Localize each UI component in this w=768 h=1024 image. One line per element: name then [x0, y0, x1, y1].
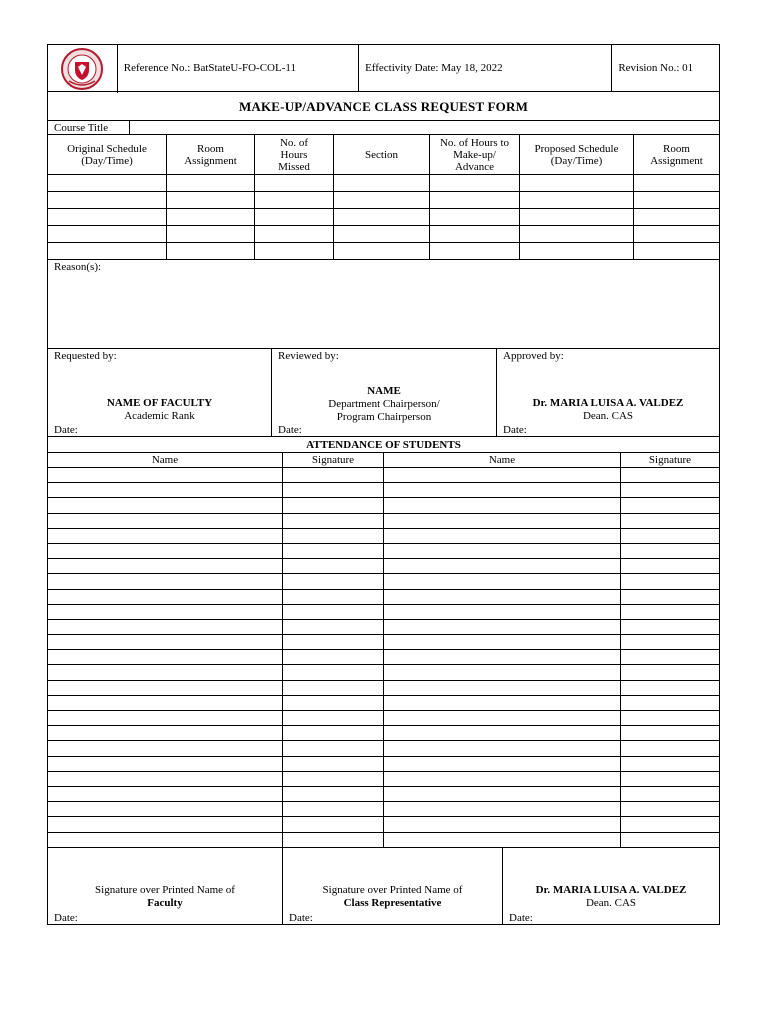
attendance-row: [47, 635, 720, 650]
schedule-cell[interactable]: [334, 175, 430, 191]
student-signature-cell[interactable]: [283, 620, 384, 634]
student-signature-cell[interactable]: [283, 605, 384, 619]
requested-by-block: [48, 349, 272, 436]
student-signature-cell[interactable]: [283, 514, 384, 528]
faculty-signature-block: [48, 848, 283, 924]
schedule-cell[interactable]: [48, 226, 167, 242]
attendance-row: [47, 544, 720, 559]
schedule-cell[interactable]: [430, 209, 520, 225]
form-header: [47, 44, 720, 92]
student-signature-cell[interactable]: [621, 498, 719, 512]
schedule-cell[interactable]: [167, 175, 255, 191]
student-signature-cell[interactable]: [621, 817, 719, 831]
requested-by-label: Requested by:: [54, 350, 117, 362]
student-signature-cell[interactable]: [283, 559, 384, 573]
student-signature-cell[interactable]: [283, 529, 384, 543]
student-name-cell[interactable]: [384, 711, 621, 725]
student-signature-cell[interactable]: [283, 498, 384, 512]
student-signature-cell[interactable]: [621, 802, 719, 816]
student-signature-cell[interactable]: [283, 787, 384, 801]
schedule-cell[interactable]: [334, 209, 430, 225]
student-name-cell[interactable]: [384, 529, 621, 543]
course-title-row: [47, 121, 720, 135]
approver-title: Dean. CAS: [582, 410, 634, 422]
schedule-cell[interactable]: [255, 192, 334, 208]
reviewed-by-label: Reviewed by:: [278, 350, 339, 362]
student-name-cell[interactable]: [384, 833, 621, 847]
schedule-row: [47, 175, 720, 192]
student-signature-cell[interactable]: [283, 757, 384, 771]
attendance-row: [47, 833, 720, 848]
name-header-right: Name: [384, 453, 621, 467]
approved-date: Date:: [503, 424, 527, 436]
room-assignment-2-header: Room Assignment: [650, 142, 703, 167]
request-form: [47, 44, 720, 925]
signature-header-right: Signature: [648, 454, 692, 466]
schedule-cell[interactable]: [520, 226, 634, 242]
student-name-cell[interactable]: [48, 817, 283, 831]
schedule-cell[interactable]: [334, 192, 430, 208]
student-name-cell[interactable]: [384, 468, 621, 482]
hours-makeup-header: No. of Hours to Make-up/ Advance: [430, 135, 520, 174]
approved-by-block: [497, 349, 719, 436]
student-name-cell[interactable]: [384, 514, 621, 528]
schedule-row: [47, 192, 720, 209]
attendance-row: [47, 817, 720, 832]
proposed-schedule-header: Proposed Schedule (Day/Time): [520, 135, 634, 174]
footer-signature-row: [47, 848, 720, 925]
reviewer-title-2: Program Chairperson: [336, 411, 432, 423]
student-signature-cell[interactable]: [621, 711, 719, 725]
attendance-row: [47, 574, 720, 589]
schedule-cell[interactable]: [167, 243, 255, 259]
student-name-cell[interactable]: [48, 635, 283, 649]
schedule-cell[interactable]: [634, 175, 719, 191]
rep-sig-line2: Class Representative: [343, 896, 442, 909]
student-signature-cell[interactable]: [283, 635, 384, 649]
student-signature-cell[interactable]: [621, 559, 719, 573]
student-name-cell[interactable]: [48, 726, 283, 740]
student-signature-cell[interactable]: [283, 681, 384, 695]
student-signature-cell[interactable]: [621, 605, 719, 619]
student-signature-cell[interactable]: [621, 772, 719, 786]
student-name-cell[interactable]: [384, 726, 621, 740]
student-name-cell[interactable]: [384, 757, 621, 771]
attendance-row: [47, 665, 720, 680]
student-signature-cell[interactable]: [283, 833, 384, 847]
attendance-row: [47, 802, 720, 817]
schedule-cell[interactable]: [167, 226, 255, 242]
effectivity-date: Effectivity Date: May 18, 2022: [359, 45, 612, 91]
schedule-cell[interactable]: [48, 243, 167, 259]
attendance-row: [47, 514, 720, 529]
hours-missed-header: No. of Hours Missed: [255, 135, 334, 174]
student-signature-cell[interactable]: [283, 650, 384, 664]
dean-title: Dean. CAS: [585, 896, 637, 909]
student-name-cell[interactable]: [48, 833, 283, 847]
schedule-cell[interactable]: [48, 209, 167, 225]
attendance-row: [47, 529, 720, 544]
student-name-cell[interactable]: [384, 665, 621, 679]
student-signature-cell[interactable]: [283, 590, 384, 604]
student-name-cell[interactable]: [48, 483, 283, 497]
faculty-name: NAME OF FACULTY: [106, 397, 213, 409]
student-signature-cell[interactable]: [621, 696, 719, 710]
student-name-cell[interactable]: [48, 650, 283, 664]
attendance-row: [47, 468, 720, 483]
schedule-cell[interactable]: [520, 175, 634, 191]
student-signature-cell[interactable]: [283, 665, 384, 679]
academic-rank: Academic Rank: [124, 410, 195, 422]
representative-signature-block: [283, 848, 503, 924]
student-signature-cell[interactable]: [283, 696, 384, 710]
schedule-row: [47, 209, 720, 226]
original-schedule-header: Original Schedule (Day/Time): [48, 135, 167, 174]
schedule-header-row: [47, 135, 720, 175]
student-signature-cell[interactable]: [621, 468, 719, 482]
reasons-box[interactable]: [47, 260, 720, 349]
student-name-cell[interactable]: [384, 483, 621, 497]
student-name-cell[interactable]: [48, 802, 283, 816]
attendance-row: [47, 559, 720, 574]
attendance-row: [47, 605, 720, 620]
student-signature-cell[interactable]: [283, 726, 384, 740]
student-name-cell[interactable]: [384, 605, 621, 619]
schedule-cell[interactable]: [167, 209, 255, 225]
room-assignment-header: Room Assignment: [167, 135, 255, 174]
reviewer-title-1: Department Chairperson/: [328, 398, 440, 410]
schedule-cell[interactable]: [255, 226, 334, 242]
course-title-field[interactable]: [130, 121, 719, 134]
student-name-cell[interactable]: [384, 650, 621, 664]
student-name-cell[interactable]: [384, 590, 621, 604]
student-name-cell[interactable]: [48, 529, 283, 543]
student-signature-cell[interactable]: [621, 635, 719, 649]
student-signature-cell[interactable]: [621, 650, 719, 664]
requested-date: Date:: [54, 424, 78, 436]
schedule-cell[interactable]: [167, 192, 255, 208]
reviewed-by-block: [272, 349, 497, 436]
student-name-cell[interactable]: [384, 772, 621, 786]
attendance-row: [47, 772, 720, 787]
student-name-cell[interactable]: [48, 498, 283, 512]
student-name-cell[interactable]: [384, 802, 621, 816]
schedule-cell[interactable]: [48, 175, 167, 191]
reference-number: Reference No.: BatStateU-FO-COL-11: [118, 45, 359, 91]
form-title: MAKE-UP/ADVANCE CLASS REQUEST FORM: [238, 98, 529, 114]
attendance-row: [47, 696, 720, 711]
student-name-cell[interactable]: [48, 696, 283, 710]
schedule-cell[interactable]: [430, 192, 520, 208]
attendance-row: [47, 681, 720, 696]
student-name-cell[interactable]: [48, 468, 283, 482]
attendance-row: [47, 741, 720, 756]
student-name-cell[interactable]: [384, 574, 621, 588]
attendance-row: [47, 757, 720, 772]
student-name-cell[interactable]: [48, 711, 283, 725]
student-signature-cell[interactable]: [621, 514, 719, 528]
attendance-row: [47, 483, 720, 498]
student-name-cell[interactable]: [384, 817, 621, 831]
student-name-cell[interactable]: [48, 544, 283, 558]
student-name-cell[interactable]: [384, 544, 621, 558]
student-signature-cell[interactable]: [621, 833, 719, 847]
course-title-label: Course Title: [48, 121, 130, 134]
dean-name: Dr. MARIA LUISA A. VALDEZ: [535, 883, 687, 896]
schedule-row: [47, 243, 720, 260]
student-name-cell[interactable]: [48, 665, 283, 679]
schedule-cell[interactable]: [255, 209, 334, 225]
attendance-row: [47, 620, 720, 635]
rep-sig-line1: Signature over Printed Name of: [322, 883, 463, 896]
schedule-cell[interactable]: [520, 209, 634, 225]
schedule-cell[interactable]: [520, 243, 634, 259]
dean-sig-date: Date:: [509, 911, 533, 924]
student-name-cell[interactable]: [384, 498, 621, 512]
university-seal-logo: [48, 45, 118, 93]
attendance-title-row: [47, 437, 720, 453]
student-signature-cell[interactable]: [621, 665, 719, 679]
approved-by-label: Approved by:: [503, 350, 564, 362]
reviewer-name: NAME: [367, 385, 401, 397]
student-signature-cell[interactable]: [621, 620, 719, 634]
faculty-sig-line2: Faculty: [147, 896, 183, 909]
rep-sig-date: Date:: [289, 911, 313, 924]
student-name-cell[interactable]: [48, 605, 283, 619]
section-header: Section: [334, 135, 430, 174]
student-name-cell[interactable]: [48, 757, 283, 771]
revision-number: Revision No.: 01: [618, 62, 694, 74]
faculty-sig-date: Date:: [54, 911, 78, 924]
schedule-cell[interactable]: [48, 192, 167, 208]
signatories-row: [47, 349, 720, 437]
attendance-row: [47, 498, 720, 513]
student-name-cell[interactable]: [48, 681, 283, 695]
schedule-cell[interactable]: [430, 226, 520, 242]
attendance-title: ATTENDANCE OF STUDENTS: [306, 438, 461, 451]
schedule-cell[interactable]: [255, 243, 334, 259]
schedule-cell[interactable]: [334, 226, 430, 242]
student-name-cell[interactable]: [384, 681, 621, 695]
student-name-cell[interactable]: [48, 574, 283, 588]
student-signature-cell[interactable]: [621, 726, 719, 740]
approver-name: Dr. MARIA LUISA A. VALDEZ: [532, 397, 684, 409]
student-signature-cell[interactable]: [621, 757, 719, 771]
name-header-left: Name: [48, 453, 283, 467]
student-signature-cell[interactable]: [283, 802, 384, 816]
student-name-cell[interactable]: [48, 514, 283, 528]
schedule-cell[interactable]: [334, 243, 430, 259]
attendance-header-row: [47, 453, 720, 468]
attendance-row: [47, 726, 720, 741]
student-signature-cell[interactable]: [621, 483, 719, 497]
schedule-cell[interactable]: [430, 243, 520, 259]
student-signature-cell[interactable]: [621, 529, 719, 543]
student-name-cell[interactable]: [48, 620, 283, 634]
student-name-cell[interactable]: [384, 620, 621, 634]
student-name-cell[interactable]: [48, 787, 283, 801]
student-signature-cell[interactable]: [283, 711, 384, 725]
schedule-cell[interactable]: [255, 175, 334, 191]
schedule-cell[interactable]: [430, 175, 520, 191]
attendance-row: [47, 711, 720, 726]
schedule-cell[interactable]: [634, 226, 719, 242]
schedule-cell[interactable]: [634, 209, 719, 225]
student-name-cell[interactable]: [48, 590, 283, 604]
attendance-row: [47, 590, 720, 605]
schedule-row: [47, 226, 720, 243]
schedule-cell[interactable]: [520, 192, 634, 208]
student-signature-cell[interactable]: [621, 590, 719, 604]
student-name-cell[interactable]: [384, 559, 621, 573]
schedule-cell[interactable]: [634, 192, 719, 208]
student-signature-cell[interactable]: [621, 681, 719, 695]
student-signature-cell[interactable]: [283, 468, 384, 482]
schedule-cell[interactable]: [634, 243, 719, 259]
dean-signature-block: [503, 848, 719, 924]
student-signature-cell[interactable]: [283, 544, 384, 558]
attendance-row: [47, 787, 720, 802]
student-name-cell[interactable]: [384, 787, 621, 801]
student-signature-cell[interactable]: [621, 544, 719, 558]
student-signature-cell[interactable]: [283, 817, 384, 831]
signature-header-left: Signature: [283, 453, 384, 467]
student-name-cell[interactable]: [384, 696, 621, 710]
student-name-cell[interactable]: [384, 635, 621, 649]
student-name-cell[interactable]: [48, 741, 283, 755]
form-title-row: [47, 92, 720, 121]
student-name-cell[interactable]: [48, 559, 283, 573]
reasons-label: Reason(s):: [54, 261, 102, 273]
faculty-sig-line1: Signature over Printed Name of: [95, 883, 235, 896]
student-signature-cell[interactable]: [283, 772, 384, 786]
student-signature-cell[interactable]: [283, 741, 384, 755]
student-name-cell[interactable]: [384, 741, 621, 755]
attendance-row: [47, 650, 720, 665]
student-signature-cell[interactable]: [621, 741, 719, 755]
student-signature-cell[interactable]: [621, 787, 719, 801]
student-signature-cell[interactable]: [283, 574, 384, 588]
student-signature-cell[interactable]: [283, 483, 384, 497]
reviewed-date: Date:: [278, 424, 302, 436]
student-signature-cell[interactable]: [621, 574, 719, 588]
student-name-cell[interactable]: [48, 772, 283, 786]
